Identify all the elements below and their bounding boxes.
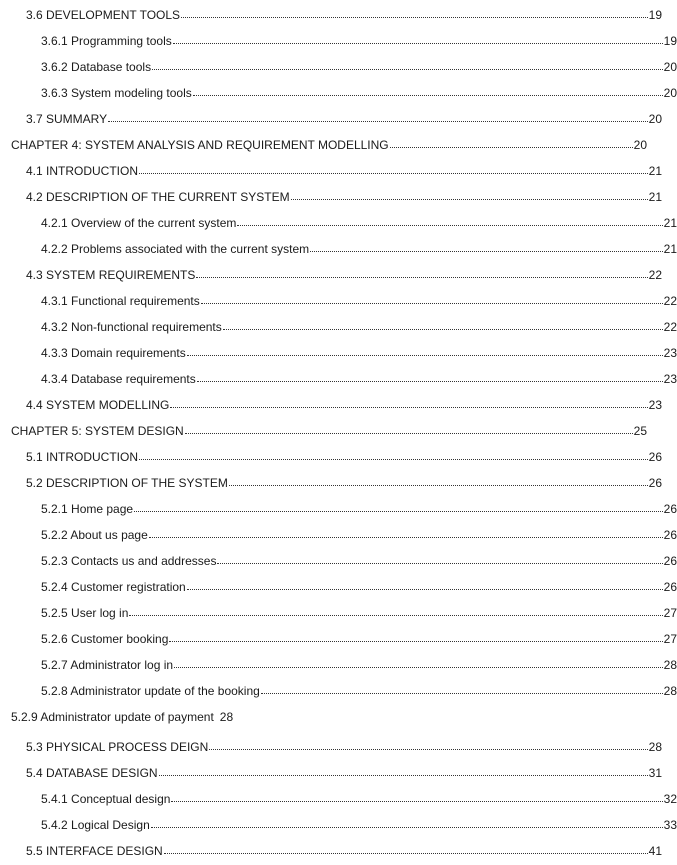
- toc-entry[interactable]: [0, 606, 677, 622]
- dot-leader: [187, 589, 663, 590]
- dot-leader: [108, 121, 648, 122]
- toc-entry-page: 28: [648, 740, 662, 754]
- toc-entry-page: 25: [633, 424, 647, 438]
- toc-entry-page: 26: [663, 528, 677, 542]
- dot-leader: [197, 381, 663, 382]
- dot-leader: [149, 537, 663, 538]
- toc-entry-label: 5.4.2 Logical Design: [41, 818, 150, 832]
- dot-leader: [164, 853, 648, 854]
- toc-entry-label: 5.1 INTRODUCTION: [26, 450, 139, 464]
- toc-entry-label: 3.6.1 Programming tools: [41, 34, 172, 48]
- toc-entry[interactable]: [0, 8, 662, 24]
- dot-leader: [193, 95, 663, 96]
- toc-entry-page: 22: [663, 294, 677, 308]
- toc-entry-page: 20: [663, 86, 677, 100]
- toc-entry-label: 4.2.2 Problems associated with the current system: [41, 242, 310, 256]
- toc-entry-label: 4.3.2 Non-functional requirements: [41, 320, 222, 334]
- toc-entry[interactable]: [0, 216, 677, 232]
- dot-leader: [152, 69, 663, 70]
- toc-entry[interactable]: [0, 844, 662, 860]
- toc-entry[interactable]: [0, 242, 677, 258]
- toc-entry-label: 4.4 SYSTEM MODELLING: [26, 398, 170, 412]
- dot-leader: [196, 277, 647, 278]
- toc-entry-label: 4.2 DESCRIPTION OF THE CURRENT SYSTEM: [26, 190, 290, 204]
- toc-entry[interactable]: [0, 398, 662, 414]
- dot-leader: [229, 485, 648, 486]
- toc-entry-page: 26: [663, 554, 677, 568]
- toc-entry-label: 5.2.4 Customer registration: [41, 580, 186, 594]
- dot-leader: [187, 355, 663, 356]
- toc-entry-page: 27: [663, 632, 677, 646]
- toc-entry-page: 27: [663, 606, 677, 620]
- toc-entry-label: 5.4 DATABASE DESIGN: [26, 766, 158, 780]
- toc-entry-page: 26: [648, 476, 662, 490]
- toc-entry-page: 28: [219, 710, 234, 724]
- toc-entry-label: CHAPTER 4: SYSTEM ANALYSIS AND REQUIREMENT MODELLING: [11, 138, 389, 152]
- toc-entry-label: 5.2.9 Administrator update of payment: [11, 710, 214, 724]
- toc-entry-page: 28: [663, 684, 677, 698]
- toc-entry-page: 21: [648, 190, 662, 204]
- dot-leader: [390, 147, 633, 148]
- toc-entry-label: 5.4.1 Conceptual design: [41, 792, 171, 806]
- toc-entry[interactable]: [0, 476, 662, 492]
- toc-entry[interactable]: [0, 60, 677, 76]
- toc-entry[interactable]: [0, 658, 677, 674]
- toc-entry-label: 5.2.5 User log in: [41, 606, 129, 620]
- toc-entry[interactable]: [0, 372, 677, 388]
- toc-entry[interactable]: [0, 684, 677, 700]
- toc-entry-page: 20: [633, 138, 647, 152]
- toc-entry-page: 19: [663, 34, 677, 48]
- toc-entry-page: 23: [648, 398, 662, 412]
- toc-entry-page: 23: [663, 346, 677, 360]
- toc-entry[interactable]: [0, 268, 662, 284]
- toc-entry-page: 31: [648, 766, 662, 780]
- toc-entry[interactable]: [0, 86, 677, 102]
- dot-leader: [181, 17, 648, 18]
- dot-leader: [139, 173, 648, 174]
- toc-entry-label: 5.2.3 Contacts us and addresses: [41, 554, 217, 568]
- toc-entry-page: 26: [663, 502, 677, 516]
- toc-entry-label: 5.5 INTERFACE DESIGN: [26, 844, 163, 858]
- toc-entry-label: 4.1 INTRODUCTION: [26, 164, 139, 178]
- toc-entry-page: 32: [663, 792, 677, 806]
- toc-entry-label: 5.2.1 Home page: [41, 502, 134, 516]
- toc-entry-page: 20: [648, 112, 662, 126]
- toc-entry-page: 23: [663, 372, 677, 386]
- toc-entry[interactable]: [0, 792, 677, 808]
- toc-entry-label: 5.2 DESCRIPTION OF THE SYSTEM: [26, 476, 228, 490]
- toc-entry-label: CHAPTER 5: SYSTEM DESIGN: [11, 424, 184, 438]
- dot-leader: [173, 43, 663, 44]
- dot-leader: [201, 303, 663, 304]
- toc-entry-plain[interactable]: [11, 710, 233, 724]
- dot-leader: [185, 433, 633, 434]
- toc-entry-label: 3.6 DEVELOPMENT TOOLS: [26, 8, 181, 22]
- toc-entry-page: 21: [663, 242, 677, 256]
- toc-entry[interactable]: [0, 190, 662, 206]
- toc-entry[interactable]: [0, 502, 677, 518]
- dot-leader: [169, 641, 662, 642]
- dot-leader: [171, 801, 662, 802]
- toc-entry-page: 22: [648, 268, 662, 282]
- toc-entry-label: 3.6.2 Database tools: [41, 60, 152, 74]
- toc-entry-page: 33: [663, 818, 677, 832]
- toc-entry-label: 4.2.1 Overview of the current system: [41, 216, 237, 230]
- dot-leader: [310, 251, 663, 252]
- toc-entry-label: 5.2.7 Administrator log in: [41, 658, 174, 672]
- toc-entry-page: 21: [648, 164, 662, 178]
- toc-entry-page: 20: [663, 60, 677, 74]
- dot-leader: [209, 749, 647, 750]
- toc-entry-page: 21: [663, 216, 677, 230]
- toc-entry-label: 4.3.3 Domain requirements: [41, 346, 186, 360]
- toc-entry-page: 28: [663, 658, 677, 672]
- toc-entry-label: 5.2.2 About us page: [41, 528, 148, 542]
- dot-leader: [174, 667, 663, 668]
- dot-leader: [139, 459, 648, 460]
- toc-entry-label: 3.7 SUMMARY: [26, 112, 108, 126]
- toc-entry[interactable]: [0, 294, 677, 310]
- toc-entry-label: 4.3.1 Functional requirements: [41, 294, 200, 308]
- dot-leader: [129, 615, 662, 616]
- toc-entry[interactable]: [0, 528, 677, 544]
- toc-entry-page: 41: [648, 844, 662, 858]
- toc-entry[interactable]: [0, 320, 677, 336]
- toc-entry-label: 4.3 SYSTEM REQUIREMENTS: [26, 268, 196, 282]
- toc-entry[interactable]: [0, 112, 662, 128]
- toc-entry-page: 19: [648, 8, 662, 22]
- toc-entry[interactable]: [0, 818, 677, 834]
- toc-entry-label: 3.6.3 System modeling tools: [41, 86, 192, 100]
- toc-entry-label: 5.2.8 Administrator update of the booking: [41, 684, 260, 698]
- toc-entry-page: 26: [648, 450, 662, 464]
- dot-leader: [170, 407, 647, 408]
- dot-leader: [151, 827, 663, 828]
- toc-entry[interactable]: [0, 164, 662, 180]
- dot-leader: [237, 225, 662, 226]
- dot-leader: [291, 199, 648, 200]
- toc-entry[interactable]: [0, 450, 662, 466]
- toc-entry[interactable]: [0, 632, 677, 648]
- toc-entry-label: 5.2.6 Customer booking: [41, 632, 169, 646]
- toc-entry[interactable]: [0, 424, 647, 440]
- toc-entry[interactable]: [0, 554, 677, 570]
- toc-entry[interactable]: [0, 346, 677, 362]
- toc-entry[interactable]: [0, 740, 662, 756]
- toc-entry-page: 22: [663, 320, 677, 334]
- toc-entry-label: 5.3 PHYSICAL PROCESS DEIGN: [26, 740, 209, 754]
- toc-entry-page: 26: [663, 580, 677, 594]
- dot-leader: [261, 693, 663, 694]
- toc-entry[interactable]: [0, 580, 677, 596]
- dot-leader: [223, 329, 663, 330]
- toc-entry[interactable]: [0, 766, 662, 782]
- toc-entry[interactable]: [0, 138, 647, 154]
- toc-entry[interactable]: [0, 34, 677, 50]
- dot-leader: [217, 563, 662, 564]
- dot-leader: [159, 775, 648, 776]
- toc-entry-label: 4.3.4 Database requirements: [41, 372, 196, 386]
- dot-leader: [134, 511, 663, 512]
